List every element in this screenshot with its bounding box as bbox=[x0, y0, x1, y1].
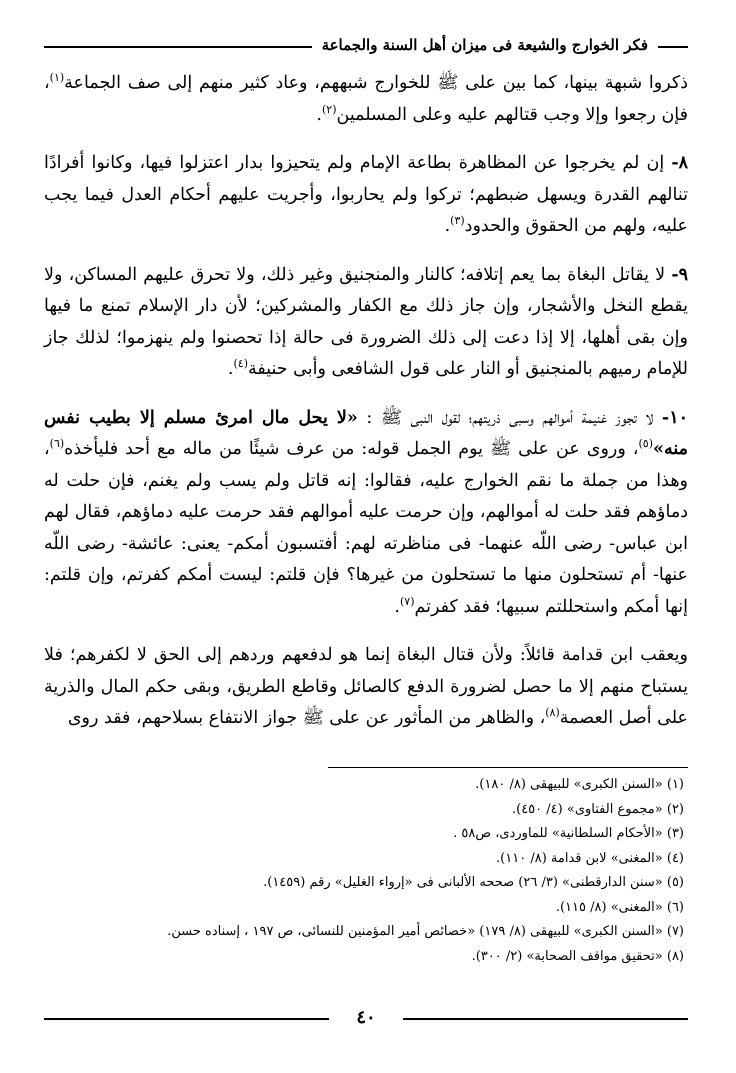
text-run: إن لم يخرجوا عن المظاهرة بطاعة الإمام ولم يتحيزوا بدار اعتزلوا فيها، وكانوا أفرادًا تنالهم القدرة ويسهل ضبطهم؛ تركوا ولم يحاربوا، وأجريت عليهم أحكام العدل فيما يجب عليه، ولهم من الحقوق والحدود bbox=[44, 153, 688, 236]
text-run: لا يقاتل البغاة بما يعم إتلافه؛ كالنار والمنجنيق وغير ذلك، ولا تحرق عليهم المساكن، ولا يقطع النخل والأشجار، وإن جاز ذلك مع الكفار والمشركين؛ لأن دار الإسلام تمنع ما فيها وإن بقى أهلها، إلا إذا دعت إلى ذلك الضرورة فى حالة إذا تحصنوا ولم ينهزموا؛ لذلك جاز للإمام رميهم بالمنجنيق أو النار على قول الشافعى وأبى حنيفة bbox=[44, 264, 688, 379]
footnote: (٥) «سنن الدارقطنى» (٣/ ٢٦) صححه الألبانى فى «إرواء الغليل» رقم (١٤٥٩). bbox=[263, 875, 684, 890]
body-text bbox=[44, 68, 688, 735]
footnote-ref: (٧) bbox=[399, 594, 415, 608]
footnote: (٦) «المغنى» (٨/ ١١٥). bbox=[555, 899, 684, 915]
footnote-separator bbox=[328, 767, 688, 768]
text-run: للخوارج شبههم، وعاد كثير منهم إلى صف الجماعة bbox=[64, 73, 438, 93]
footnote: (٢) «مجموع الفتاوى» (٤/ ٤٥٠). bbox=[511, 801, 684, 817]
footnote-ref: (٨) bbox=[545, 706, 560, 720]
footnote-ref: (٢) bbox=[322, 102, 337, 116]
text-run: ، وهذا من جملة ما نقم الخوارج عليه، فقالوا: إنه قاتل ولم يسب ولم يغنم، فإن حلت له دماؤهم فقد حلت له أموالهم، وإن حرمت عليه أموالهم فقد حرمت عليه دماؤهم، فقال لهم ابن عباس- رضى اللّه عنهما- فى مناظرته لهم: أفتسبون أمكم- يعنى: عائشة- رضى اللّه عنها- أم تستحلون منها ما تستحلون من غيرها؟ فإن قلتم: ليست أمكم كفرتم، وإن قلتم: إنها أمكم واستحللتم سبيها؛ فقد كفرتم bbox=[44, 439, 688, 617]
item-number: ٨- bbox=[671, 153, 688, 173]
text-run: . bbox=[394, 596, 400, 617]
running-header bbox=[44, 30, 688, 60]
text-run: . bbox=[316, 104, 322, 125]
text-run: ذكروا شبهة بينها، كما بين على bbox=[465, 73, 689, 93]
page-number: ٤٠ bbox=[356, 1007, 376, 1028]
item-number: ١٠- bbox=[661, 407, 688, 428]
paragraph bbox=[44, 260, 688, 386]
footnote: (٨) «تحقيق مواقف الصحابة» (٢/ ٣٠٠). bbox=[471, 948, 684, 964]
footnote: (٣) «الأحكام السلطانية» للماوردى، ص٥٨ . bbox=[453, 826, 684, 841]
text-run: ، وروى عن على ﷺ يوم الجمل قوله: من عرف شيئًا من ماله مع أحد فليأخذه bbox=[64, 439, 639, 459]
item-number: ٩- bbox=[671, 264, 688, 285]
footnote-ref: (١) bbox=[49, 71, 65, 85]
footnote: (٤) «المغنى» لابن قدامة (٨/ ١١٠). bbox=[496, 850, 684, 866]
text-run: لا تجوز غنيمة أموالهم وسبى ذريتهم؛ لقول النبى ﷺ : bbox=[357, 407, 662, 428]
text-run: ويعقب ابن قدامة قائلاً: ولأن قتال البغاة إنما هو لدفعهم وردهم إلى الحق لا لكفرهم؛ فلا يستباح منهم إلا ما حصل لضرورة الدفع كالصائل وقاطع الطريق، وبقى حكم المال والذرية على أصل العصمة bbox=[44, 645, 688, 728]
paragraph bbox=[44, 68, 688, 131]
text-run: . bbox=[227, 359, 234, 379]
text-run: ، والظاهر من المأثور عن على ﷺ جواز الانتفاع بسلاحهم، فقد روى bbox=[67, 708, 546, 728]
footnote: (١) «السنن الكبرى» للبيهقى (٨/ ١٨٠). bbox=[475, 777, 684, 792]
text-run: . bbox=[444, 216, 451, 236]
text-run: ، فإن رجعوا وإلا وجب قتالهم عليه وعلى المسلمين bbox=[44, 73, 688, 125]
footnote-ref: (٣) bbox=[450, 214, 465, 228]
hadith-quote: «لا يحل مال امرئ مسلم إلا بطيب نفس منه» bbox=[44, 407, 688, 459]
footnote-ref: (٤) bbox=[233, 357, 248, 371]
paragraph bbox=[44, 403, 688, 624]
text-run: ﷺ bbox=[437, 73, 466, 93]
header-title: فكر الخوارج والشيعة فى ميزان أهل السنة والجماعة bbox=[312, 30, 658, 60]
paragraph bbox=[44, 640, 688, 735]
page-footer bbox=[44, 1003, 688, 1033]
paragraph bbox=[44, 148, 688, 243]
footnote-ref: (٦) bbox=[49, 437, 65, 451]
footnotes bbox=[44, 773, 688, 969]
footnote: (٧) «السنن الكبرى» للبيهقى (٨/ ١٧٩) «خصائص أمير المؤمنين للنسائى، ص ١٩٧ ، إسناده حسن. bbox=[167, 924, 684, 939]
footnote-ref: (٥) bbox=[638, 437, 654, 451]
